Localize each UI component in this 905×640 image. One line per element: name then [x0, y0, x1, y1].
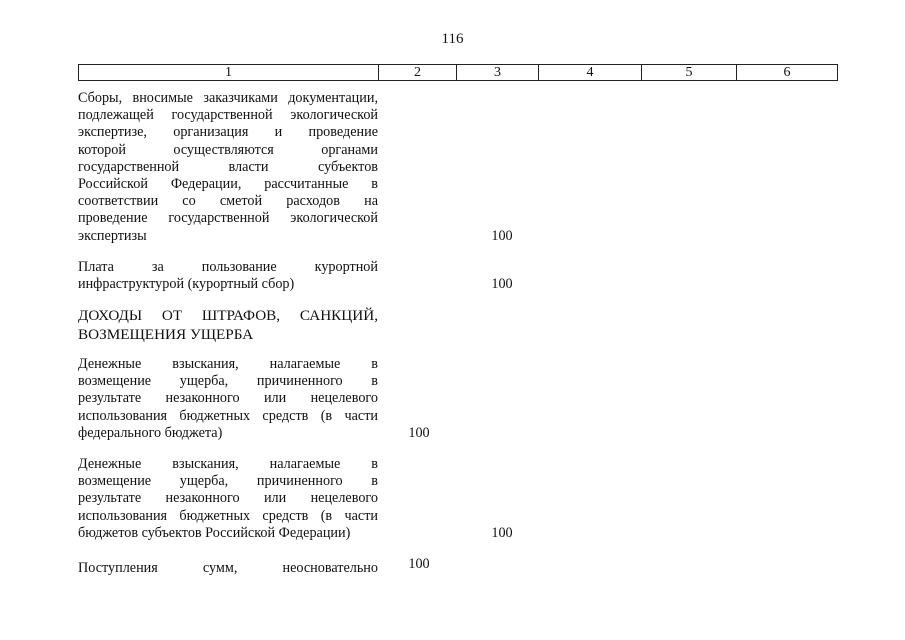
row-description: [78, 356, 378, 442]
description-line: использования бюджетных средств (в части: [78, 507, 378, 524]
row-value-col2: 100: [408, 425, 430, 441]
description-line: Денежные взыскания, налагаемые в: [78, 356, 378, 372]
row-value-col3: 100: [491, 228, 513, 244]
column-header-4: 4: [539, 65, 642, 81]
description-line: которой осуществляются органами: [78, 141, 378, 158]
heading-line: ВОЗМЕЩЕНИЯ УЩЕРБА: [78, 325, 254, 343]
description-line: результате незаконного или нецелевого: [78, 390, 378, 407]
description-line: бюджетов субъектов Российской Федерации): [78, 524, 351, 541]
description-line: результате незаконного или нецелевого: [78, 490, 378, 507]
description-line: возмещение ущерба, причиненного в: [78, 373, 378, 390]
description-line: инфраструктурой (курортный сбор): [78, 276, 295, 293]
column-header-5: 5: [642, 65, 737, 81]
row-description: [78, 560, 378, 577]
section-heading-text: [78, 307, 378, 344]
column-header-1: 1: [79, 65, 379, 81]
row-value-col3: 100: [491, 276, 513, 292]
row-value-col2: 100: [408, 556, 430, 572]
description-line: проведение государственной экологической: [78, 210, 378, 227]
description-line: государственной власти субъектов: [78, 158, 378, 175]
description-line: экспертизе, организация и проведение: [78, 124, 378, 141]
heading-line: ДОХОДЫ ОТ ШТРАФОВ, САНКЦИЙ,: [78, 307, 378, 324]
description-line: федерального бюджета): [78, 424, 223, 441]
column-header-3: 3: [457, 65, 539, 81]
row-description: [78, 90, 378, 245]
description-line: Денежные взыскания, налагаемые в: [78, 456, 378, 472]
description-line: Плата за пользование курортной: [78, 259, 378, 275]
row-value-col3: 100: [491, 525, 513, 541]
description-line: Российской Федерации, рассчитанные в: [78, 176, 378, 193]
description-line: использования бюджетных средств (в части: [78, 407, 378, 424]
column-header-row: [79, 65, 838, 81]
description-line: экспертизы: [78, 227, 147, 244]
description-line: возмещение ущерба, причиненного в: [78, 473, 378, 490]
description-line: подлежащей государственной экологической: [78, 107, 378, 124]
description-line: Поступления сумм, неосновательно: [78, 560, 378, 576]
column-header-6: 6: [737, 65, 838, 81]
column-header-table: [78, 64, 838, 81]
page-number: 116: [441, 31, 464, 47]
column-header-2: 2: [379, 65, 457, 81]
row-description: [78, 259, 378, 293]
description-line: соответствии со сметой расходов на: [78, 193, 378, 210]
row-description: [78, 456, 378, 542]
description-line: Сборы, вносимые заказчиками документации,: [78, 90, 378, 106]
